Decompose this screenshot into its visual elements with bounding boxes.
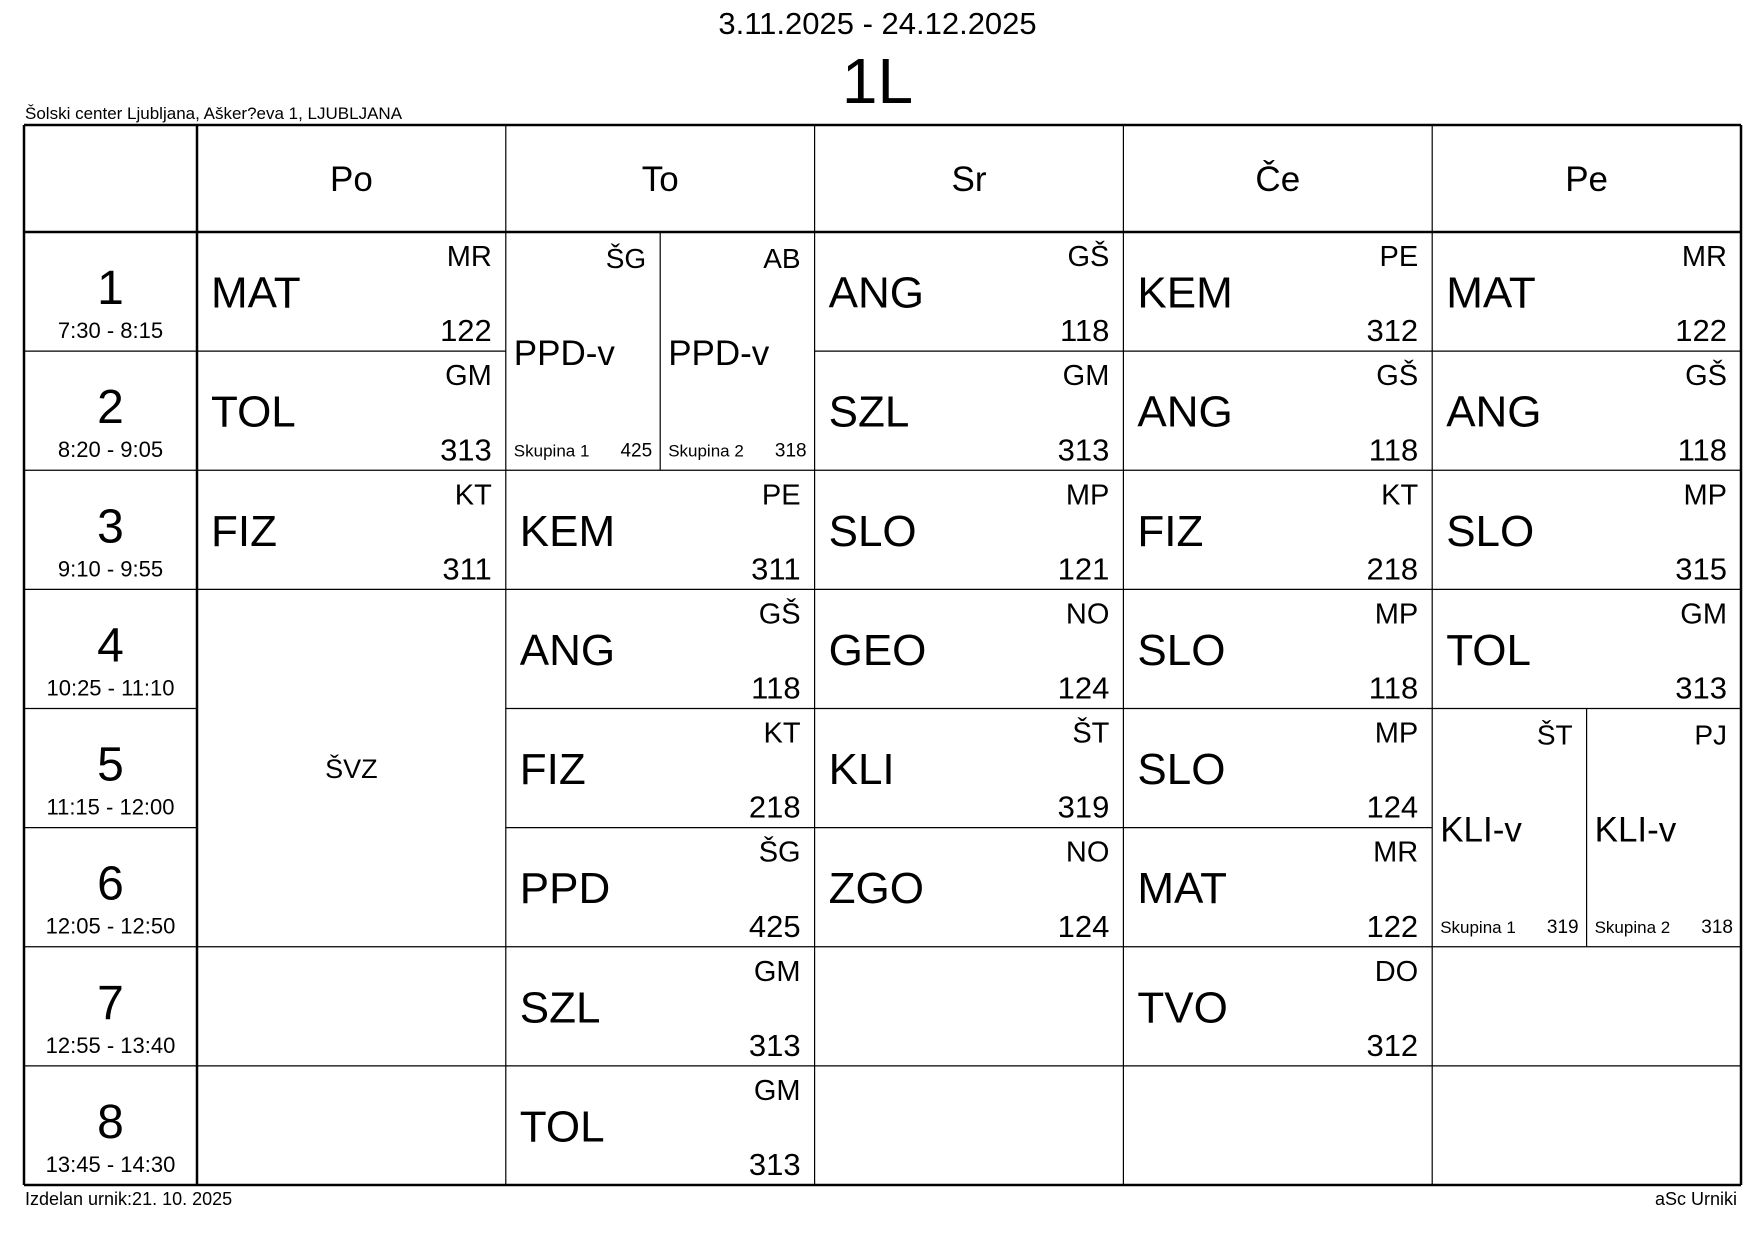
lesson-subject: TVO xyxy=(1137,983,1228,1033)
lesson-room: 313 xyxy=(440,432,492,468)
period-number: 8 xyxy=(97,1095,124,1149)
lesson-note: ŠVZ xyxy=(325,754,378,785)
lesson-room: 118 xyxy=(1677,432,1727,468)
lesson-subject: ZGO xyxy=(828,864,924,914)
lesson-subject: ANG xyxy=(1446,387,1542,437)
lesson-teacher: GM xyxy=(1062,360,1110,393)
group-subject: PPD-v xyxy=(513,334,615,374)
group-subject: PPD-v xyxy=(668,334,770,374)
lesson-teacher: GM xyxy=(445,360,492,393)
lesson-room: 124 xyxy=(1366,789,1419,825)
lesson-teacher: MP xyxy=(1683,479,1727,512)
software-credit: aSc Urniki xyxy=(1654,1189,1737,1209)
lesson-subject: MAT xyxy=(211,268,301,318)
lesson-room: 312 xyxy=(1366,313,1419,349)
group-teacher: ŠG xyxy=(605,243,647,274)
lesson-subject: FIZ xyxy=(1137,506,1204,556)
lesson-room: 118 xyxy=(751,670,801,706)
lesson-teacher: KT xyxy=(1381,479,1419,512)
period-time: 9:10 - 9:55 xyxy=(57,556,164,582)
lesson-teacher: GŠ xyxy=(758,598,801,631)
day-header-1: To xyxy=(641,160,679,199)
group-teacher: ŠT xyxy=(1536,719,1573,751)
lesson-subject: ANG xyxy=(1137,387,1233,437)
period-number: 2 xyxy=(97,381,124,435)
group-teacher: PJ xyxy=(1694,719,1727,751)
lesson-room: 313 xyxy=(748,1147,801,1182)
lesson-subject: KLI xyxy=(828,745,895,795)
class-name: 1L xyxy=(841,45,914,117)
lesson-subject: FIZ xyxy=(211,506,277,556)
lesson-room: 124 xyxy=(1057,908,1110,944)
period-time: 7:30 - 8:15 xyxy=(57,318,164,343)
period-time: 13:45 - 14:30 xyxy=(45,1151,176,1177)
period-number: 1 xyxy=(97,262,124,315)
lesson-teacher: PE xyxy=(1379,241,1419,273)
group-subject: KLI-v xyxy=(1440,810,1522,850)
lesson-teacher: KT xyxy=(763,717,801,750)
lesson-subject: KEM xyxy=(1137,268,1233,318)
lesson-subject: SLO xyxy=(1137,745,1226,795)
group-room: 318 xyxy=(774,440,807,462)
lesson-teacher: PE xyxy=(761,479,801,512)
lesson-subject: PPD xyxy=(519,864,611,914)
lesson-room: 122 xyxy=(1366,908,1419,944)
lesson-subject: SZL xyxy=(828,387,910,437)
group-label: Skupina 1 xyxy=(513,441,590,461)
lesson-teacher: GŠ xyxy=(1685,360,1727,393)
lesson-teacher: GŠ xyxy=(1376,360,1419,393)
lesson-subject: SLO xyxy=(1446,506,1535,556)
lesson-teacher: MP xyxy=(1374,717,1419,750)
lesson-room: 313 xyxy=(1057,432,1110,468)
period-time: 10:25 - 11:10 xyxy=(46,675,175,701)
lesson-teacher: MP xyxy=(1065,479,1110,512)
school-address: Šolski center Ljubljana, Ašker?eva 1, LJUBLJANA xyxy=(25,104,403,123)
lesson-room: 122 xyxy=(1675,313,1727,349)
date-range: 3.11.2025 - 24.12.2025 xyxy=(718,6,1037,41)
lesson-teacher: GM xyxy=(753,955,801,988)
lesson-subject: SLO xyxy=(1137,625,1226,675)
lesson-teacher: MR xyxy=(1373,836,1419,869)
lesson-room: 315 xyxy=(1675,551,1727,587)
group-room: 319 xyxy=(1546,916,1579,938)
day-header-2: Sr xyxy=(951,160,987,199)
lesson-teacher: ŠT xyxy=(1072,717,1110,750)
period-time: 11:15 - 12:00 xyxy=(46,794,175,820)
group-room: 425 xyxy=(620,440,653,462)
lesson-subject: TOL xyxy=(211,387,296,437)
lesson-room: 313 xyxy=(1675,670,1727,706)
lesson-teacher: GM xyxy=(1680,598,1727,631)
lesson-room: 121 xyxy=(1057,551,1110,587)
lesson-room: 312 xyxy=(1366,1027,1419,1063)
lesson-teacher: ŠG xyxy=(758,836,801,869)
lesson-teacher: DO xyxy=(1374,955,1419,988)
lesson-room: 118 xyxy=(1368,670,1419,706)
lesson-teacher: GŠ xyxy=(1067,241,1110,273)
lesson-subject: MAT xyxy=(1446,268,1536,318)
lesson-subject: ANG xyxy=(519,625,616,675)
lesson-room: 313 xyxy=(748,1027,801,1063)
lesson-subject: FIZ xyxy=(519,745,586,795)
period-number: 7 xyxy=(97,976,124,1030)
lesson-teacher: MR xyxy=(446,241,492,273)
period-number: 3 xyxy=(97,500,124,554)
lesson-room: 218 xyxy=(748,789,801,825)
lesson-subject: SZL xyxy=(519,983,601,1033)
lesson-room: 122 xyxy=(440,313,492,349)
lesson-subject: GEO xyxy=(828,625,927,675)
lesson-room: 118 xyxy=(1368,432,1419,468)
lesson-room: 218 xyxy=(1366,551,1419,587)
day-header-3: Če xyxy=(1255,160,1301,199)
period-time: 12:55 - 13:40 xyxy=(45,1032,176,1058)
group-room: 318 xyxy=(1701,916,1733,938)
lesson-subject: ANG xyxy=(828,268,924,318)
group-label: Skupina 2 xyxy=(668,441,744,461)
period-time: 12:05 - 12:50 xyxy=(45,913,176,939)
group-label: Skupina 2 xyxy=(1594,917,1671,937)
lesson-teacher: MR xyxy=(1681,241,1727,273)
lesson-room: 124 xyxy=(1057,670,1110,706)
period-time: 8:20 - 9:05 xyxy=(57,437,164,463)
lesson-teacher: NO xyxy=(1065,836,1110,869)
lesson-teacher: NO xyxy=(1065,598,1110,631)
created-date: Izdelan urnik:21. 10. 2025 xyxy=(25,1189,233,1209)
lesson-subject: KEM xyxy=(519,506,616,556)
day-header-0: Po xyxy=(329,160,373,199)
group-teacher: AB xyxy=(763,243,801,274)
lesson-room: 118 xyxy=(1059,313,1110,349)
lesson-subject: SLO xyxy=(828,506,917,556)
lesson-room: 319 xyxy=(1057,789,1110,825)
lesson-subject: TOL xyxy=(1446,625,1531,675)
period-number: 6 xyxy=(97,857,124,911)
lesson-teacher: GM xyxy=(753,1074,801,1107)
lesson-room: 425 xyxy=(748,908,801,944)
lesson-teacher: KT xyxy=(454,479,492,512)
lesson-subject: MAT xyxy=(1137,864,1228,914)
group-subject: KLI-v xyxy=(1594,810,1677,850)
lesson-room: 311 xyxy=(442,551,492,587)
group-label: Skupina 1 xyxy=(1440,917,1516,937)
period-number: 4 xyxy=(97,619,124,673)
period-number: 5 xyxy=(97,738,124,792)
lesson-teacher: MP xyxy=(1374,598,1419,631)
day-header-4: Pe xyxy=(1565,160,1609,199)
lesson-room: 311 xyxy=(751,551,801,587)
lesson-subject: TOL xyxy=(519,1102,605,1152)
